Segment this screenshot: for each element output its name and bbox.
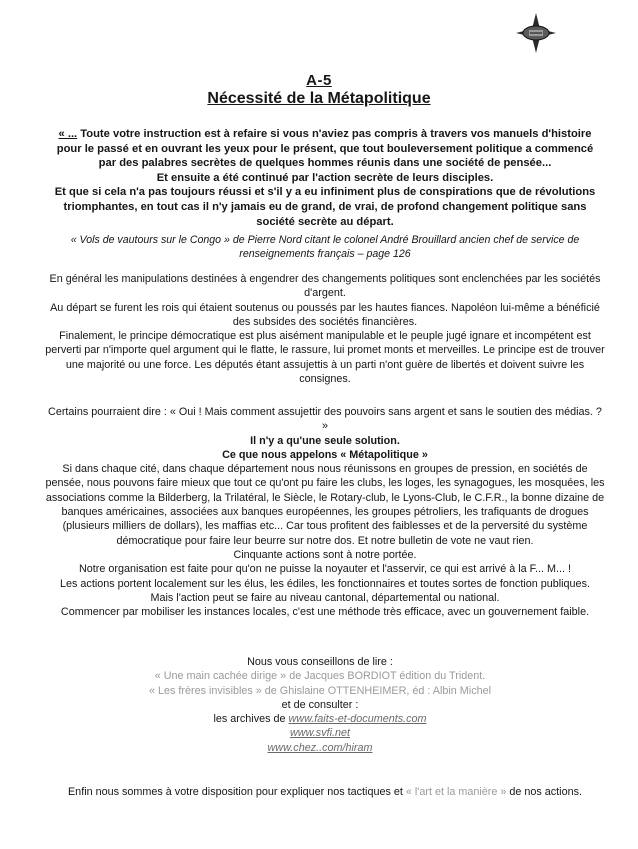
closing-highlight: « l'art et la manière » xyxy=(405,786,507,798)
solution-line-1: Il n'y a qu'une seule solution. xyxy=(250,434,400,447)
document-code: A-5 xyxy=(306,72,332,89)
compass-rose-emblem-icon xyxy=(515,12,557,54)
reading-list xyxy=(120,655,520,755)
link-hiram[interactable]: www.chez..com/hiram xyxy=(267,741,373,754)
archives-label: les archives de xyxy=(213,713,289,726)
link-faits-et-documents[interactable]: www.faits-et-documents.com xyxy=(288,713,427,726)
quote-source: « Vols de vautours sur le Congo » de Pierre Nord citant le colonel André Brouillard ancien chef de service de renseignements français – page 126 xyxy=(70,234,580,261)
paragraph-1: En général les manipulations destinées à engendrer des changements politiques sont enclenchées par les sociétés d'argent. xyxy=(49,273,601,300)
paragraph-3: Finalement, le principe démocratique est plus aisément manipulable et le peuple jugé ignare et incompétent est perverti par n'importe quel argument qui le flatte, le rassure, lui promet monts et merveilles. Le principe est de trouver une majorité ou une force. Les députés étant assujettis à un parti n'ont guère de libertés et doivent suivre les consignes. xyxy=(45,330,605,386)
paragraph-4: Si dans chaque cité, dans chaque département nous nous réunissons en groupes de pression, en sociétés de pensée, nous pouvons faire mieux que tout ce qu'ont pu faire les clubs, les loges, les synagogues, les mosquées, les associations comme la Bilderberg, la Trilatéral, le Siècle, le Rotary-club, le Lyons-Club, le C.F.R., la bonne dizaine de banques américaines, associées aux banques européennes, les groupes pétroliers, les trafiquants de drogues (plusieurs milliers de dollars), les maffias etc... Car tous profitent des faiblesses et de la perversité du système démocratique pour faire leur beurre sur notre dos. Et notre bulletin de vote ne vaut rien. xyxy=(45,463,605,547)
paragraph-8: Mais l'action peut se faire au niveau cantonal, départemental ou national. xyxy=(150,591,500,604)
page-title: Nécessité de la Métapolitique xyxy=(207,90,431,107)
quote-paragraph-1 xyxy=(52,127,598,171)
paragraph-6: Notre organisation est faite pour qu'on ne puisse la noyauter et l'asservir, ce qui est arrivé à la F... M... ! xyxy=(78,563,572,576)
solution-line-2: Ce que nous appelons « Métapolitique » xyxy=(222,448,428,461)
quote-open-mark: « ... xyxy=(58,128,78,140)
body-section-1 xyxy=(44,272,606,386)
body-section-2 xyxy=(44,405,606,619)
closing-before: Enfin nous sommes à votre disposition pour expliquer nos tactiques et xyxy=(67,786,406,798)
paragraph-9: Commencer par mobiliser les instances locales, c'est une méthode très efficace, avec un gouvernement faible. xyxy=(60,606,590,619)
question-paragraph: Certains pourraient dire : « Oui ! Mais comment assujettir des pouvoirs sans argent et sans le soutien des médias. ? » xyxy=(48,406,602,433)
quote-line-3: Et que si cela n'a pas toujours réussi et s'il y a eu infiniment plus de conspirations que de révolutions triomphantes, en tout cas il n'y jamais eu de grand, de vrai, de profond changement politique sans société secrète au départ. xyxy=(54,186,596,228)
epigraph-quote xyxy=(52,127,598,229)
link-svfi[interactable]: www.svfi.net xyxy=(290,727,350,740)
title-block xyxy=(0,72,638,108)
paragraph-5: Cinquante actions sont à notre portée. xyxy=(233,548,417,561)
book-1: « Une main cachée dirige » de Jacques BORDIOT édition du Trident. xyxy=(154,670,486,683)
paragraph-2: Au départ se furent les rois qui étaient soutenus ou poussés par les hautes fiances. Napoléon lui-même a bénéficié des subsides des sociétés financières. xyxy=(50,301,600,328)
book-2: « Les frères invisibles » de Ghislaine OTTENHEIMER, éd : Albin Michel xyxy=(148,684,492,697)
reading-intro: Nous vous conseillons de lire : xyxy=(247,656,393,668)
link-line-2 xyxy=(120,726,520,740)
archives-line xyxy=(120,712,520,726)
paragraph-7: Les actions portent localement sur les élus, les édiles, les fonctionnaires et toutes sortes de fonction publiques. xyxy=(60,577,590,590)
consult-label: et de consulter : xyxy=(281,698,359,711)
link-line-3 xyxy=(120,741,520,755)
quote-line-1: Toute votre instruction est à refaire si vous n'aviez pas compris à travers vos manuels d'histoire pour le passé et en ouvrant les yeux pour le présent, que tout bouleversement politique a commencé par des palabres secrètes de quelques hommes réunis dans une société de pensée... xyxy=(56,128,594,170)
closing-after: de nos actions. xyxy=(506,786,582,798)
quote-line-2: Et ensuite a été continué par l'action secrète de leurs disciples. xyxy=(156,171,494,184)
closing-line xyxy=(44,785,606,799)
